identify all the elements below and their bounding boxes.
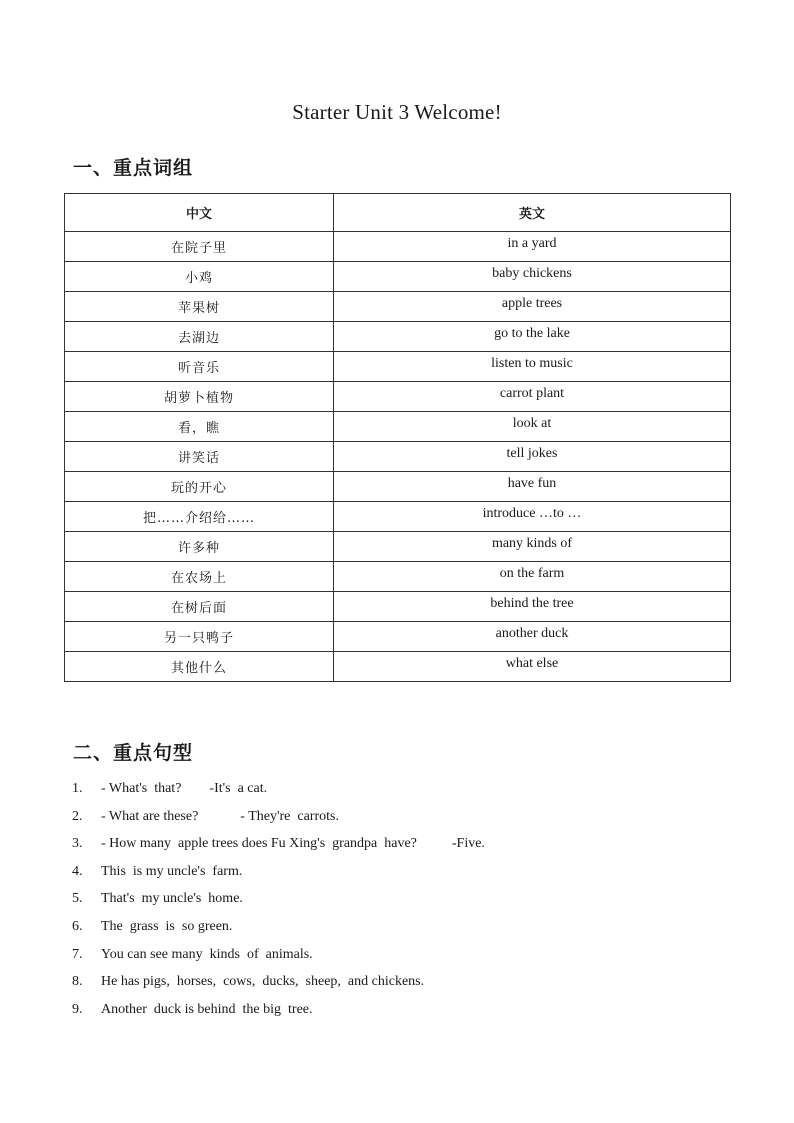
item-number: 1.	[72, 781, 83, 796]
table-row	[65, 652, 731, 682]
chinese-cell: 去湖边	[65, 322, 334, 352]
english-cell: look at	[334, 412, 731, 442]
page-title: Starter Unit 3 Welcome!	[292, 100, 502, 124]
english-cell: tell jokes	[334, 442, 731, 472]
list-item	[72, 860, 485, 888]
table-row	[65, 262, 731, 292]
chinese-cell: 在院子里	[65, 232, 334, 262]
table-row	[65, 622, 731, 652]
header-english: 英文	[334, 194, 731, 232]
table-row	[65, 532, 731, 562]
english-cell: behind the tree	[334, 592, 731, 622]
english-cell: introduce …to …	[334, 502, 731, 532]
chinese-cell: 另一只鸭子	[65, 622, 334, 652]
sentence-text: - What's that? -It's a cat.	[101, 781, 268, 796]
table-row	[65, 382, 731, 412]
item-number: 6.	[72, 918, 83, 934]
english-cell: on the farm	[334, 562, 731, 592]
english-cell: listen to music	[334, 352, 731, 382]
chinese-cell: 把……介绍给……	[65, 502, 334, 532]
sentence-text: This is my uncle's farm.	[101, 863, 243, 879]
table-row	[65, 592, 731, 622]
header-chinese: 中文	[65, 194, 334, 232]
sentence-text: The grass is so green.	[101, 918, 233, 934]
chinese-cell: 玩的开心	[65, 472, 334, 502]
table-row	[65, 412, 731, 442]
chinese-cell: 听音乐	[65, 352, 334, 382]
list-item	[72, 998, 485, 1026]
chinese-cell: 看，瞧	[65, 412, 334, 442]
section-heading-phrases: 一、重点词组	[73, 157, 194, 179]
sentence-text: That's my uncle's home.	[101, 891, 243, 907]
chinese-cell: 在农场上	[65, 562, 334, 592]
english-cell: in a yard	[334, 232, 731, 262]
english-cell: apple trees	[334, 292, 731, 322]
sentence-list	[72, 777, 485, 1025]
chinese-cell: 苹果树	[65, 292, 334, 322]
table-row	[65, 232, 731, 262]
sentence-text: - How many apple trees does Fu Xing's grandpa have? -Five.	[101, 836, 485, 852]
list-item	[72, 777, 485, 805]
item-number: 4.	[72, 863, 83, 879]
english-cell: what else	[334, 652, 731, 682]
chinese-cell: 讲笑话	[65, 442, 334, 472]
list-item	[72, 943, 485, 971]
english-cell: baby chickens	[334, 262, 731, 292]
chinese-cell: 在树后面	[65, 592, 334, 622]
table-row	[65, 502, 731, 532]
vocab-table	[64, 193, 731, 682]
item-number: 3.	[72, 836, 83, 852]
item-number: 9.	[72, 1001, 83, 1017]
chinese-cell: 小鸡	[65, 262, 334, 292]
table-row	[65, 472, 731, 502]
table-row	[65, 562, 731, 592]
chinese-cell: 胡萝卜植物	[65, 382, 334, 412]
table-row	[65, 442, 731, 472]
item-number: 8.	[72, 974, 83, 990]
list-item	[72, 970, 485, 998]
list-item	[72, 832, 485, 860]
table-row	[65, 322, 731, 352]
table-row	[65, 352, 731, 382]
english-cell: carrot plant	[334, 382, 731, 412]
english-cell: go to the lake	[334, 322, 731, 352]
sentence-text: - What are these? - They're carrots.	[101, 808, 339, 824]
sentence-text: You can see many kinds of animals.	[101, 946, 313, 962]
chinese-cell: 许多种	[65, 532, 334, 562]
table-header-row	[65, 194, 731, 232]
item-number: 7.	[72, 946, 83, 962]
english-cell: many kinds of	[334, 532, 731, 562]
sentence-text: He has pigs, horses, cows, ducks, sheep, and chickens.	[101, 974, 425, 990]
item-number: 5.	[72, 891, 83, 907]
list-item	[72, 887, 485, 915]
list-item	[72, 915, 485, 943]
chinese-cell: 其他什么	[65, 652, 334, 682]
english-cell: another duck	[334, 622, 731, 652]
item-number: 2.	[72, 808, 83, 824]
english-cell: have fun	[334, 472, 731, 502]
section-heading-sentences: 二、重点句型	[73, 742, 194, 764]
table-row	[65, 292, 731, 322]
sentence-text: Another duck is behind the big tree.	[101, 1001, 313, 1017]
list-item	[72, 805, 485, 833]
